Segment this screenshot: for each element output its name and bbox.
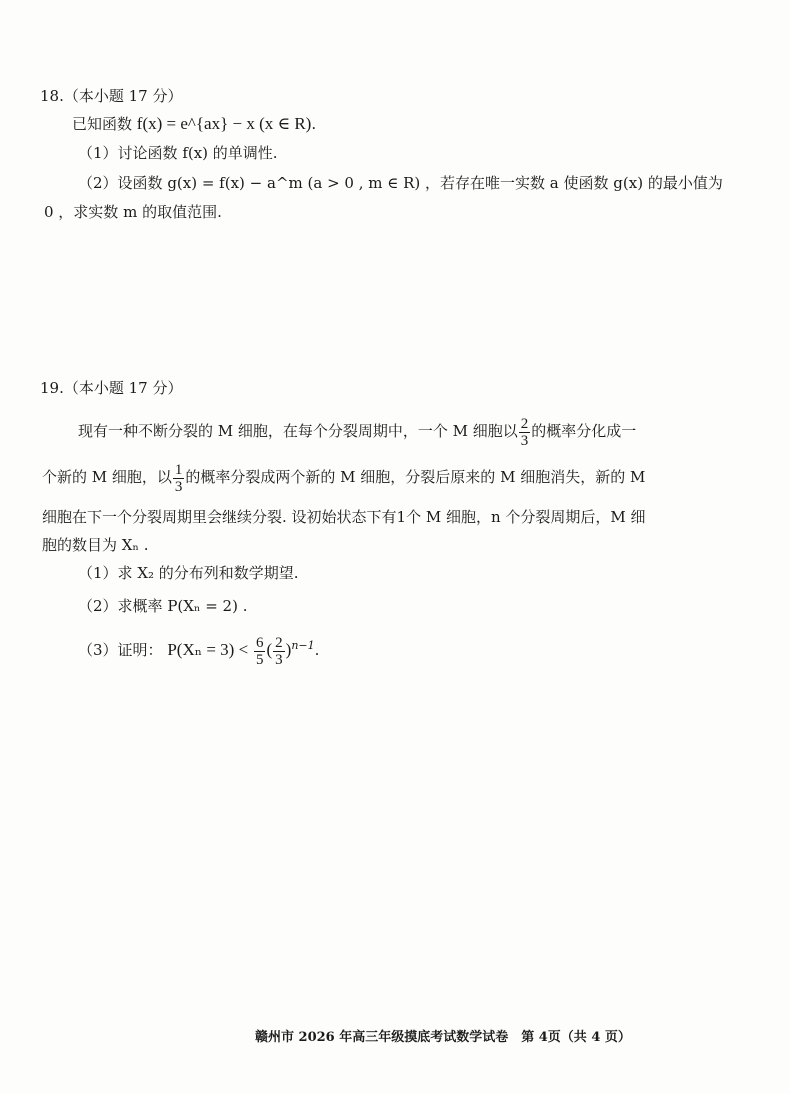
frac1-denominator: 3 bbox=[520, 432, 529, 449]
q19-heading: 19.（本小题 17 分） bbox=[40, 379, 183, 397]
q19-line2-a: 个新的 M 细胞，以 bbox=[42, 468, 172, 486]
q19-line1-b: 的概率分化成一 bbox=[531, 422, 637, 440]
q19-part3 bbox=[78, 628, 319, 668]
fraction-six-fifths bbox=[254, 635, 266, 668]
q18-stem-prefix: 已知函数 bbox=[72, 115, 137, 133]
q18-heading: 18.（本小题 17 分） bbox=[40, 87, 183, 105]
q18-part2-line2: 0 ，求实数 m 的取值范围. bbox=[44, 203, 222, 221]
q19-part2-label: （2） bbox=[78, 597, 118, 615]
frac4-numerator: 2 bbox=[275, 634, 283, 651]
q19-part3-exponent: n−1 bbox=[291, 639, 315, 652]
q19-part3-label: （3） bbox=[78, 641, 118, 659]
frac3-denominator: 5 bbox=[255, 651, 264, 668]
q19-line1-a: 现有一种不断分裂的 M 细胞，在每个分裂周期中，一个 M 细胞以 bbox=[78, 422, 518, 440]
fraction-two-thirds-inner bbox=[273, 635, 285, 668]
q19-part1 bbox=[78, 563, 299, 583]
frac2-denominator: 3 bbox=[174, 478, 183, 495]
q19-part3-text: 证明： bbox=[117, 641, 163, 659]
close-paren: ) bbox=[285, 640, 292, 659]
q19-part1-text: 求 X₂ 的分布列和数学期望. bbox=[117, 564, 299, 582]
open-paren: ( bbox=[266, 640, 273, 659]
q18-stem-formula: f(x) = e^{ax} − x (x ∈ R) bbox=[136, 114, 312, 133]
q19-line2-b: 的概率分裂成两个新的 M 细胞，分裂后原来的 M 细胞消失，新的 M bbox=[185, 468, 646, 486]
q19-line4: 胞的数目为 Xₙ . bbox=[42, 536, 149, 554]
q19-part3-lhs: P(Xₙ = 3) < bbox=[167, 640, 249, 659]
q18-stem-suffix: . bbox=[311, 115, 317, 133]
fraction-one-third bbox=[173, 462, 185, 495]
q19-part2 bbox=[78, 596, 247, 616]
q18-part2-line1 bbox=[78, 173, 723, 193]
q19-part1-label: （1） bbox=[78, 564, 118, 582]
q18-part1-text: 讨论函数 f(x) 的单调性. bbox=[117, 144, 278, 162]
q18-part2-text-a: 设函数 g(x) = f(x) − a^m (a > 0 , m ∈ R) ，若存在唯一实数 a 使函数 g(x) 的最小值为 bbox=[117, 174, 723, 192]
frac3-numerator: 6 bbox=[255, 634, 264, 651]
q18-stem bbox=[72, 114, 316, 134]
q18-part1-label: （1） bbox=[78, 144, 118, 162]
period: . bbox=[314, 641, 320, 659]
q19-line1 bbox=[78, 414, 636, 449]
frac1-numerator: 2 bbox=[520, 415, 529, 432]
q18-part1 bbox=[78, 143, 278, 163]
fraction-two-thirds bbox=[519, 416, 531, 449]
frac2-numerator: 1 bbox=[174, 461, 183, 478]
q19-line2 bbox=[42, 460, 645, 495]
q19-line3: 细胞在下一个分裂周期里会继续分裂. 设初始状态下有1个 M 细胞，n 个分裂周期后，M 细 bbox=[42, 508, 646, 526]
frac4-denominator: 3 bbox=[275, 651, 283, 668]
page-footer: 赣州市 2026 年高三年级摸底考试数学试卷 第 4页（共 4 页） bbox=[255, 1030, 631, 1045]
q18-part2-label: （2） bbox=[78, 174, 118, 192]
q19-part2-text: 求概率 P(Xₙ = 2) . bbox=[117, 597, 248, 615]
